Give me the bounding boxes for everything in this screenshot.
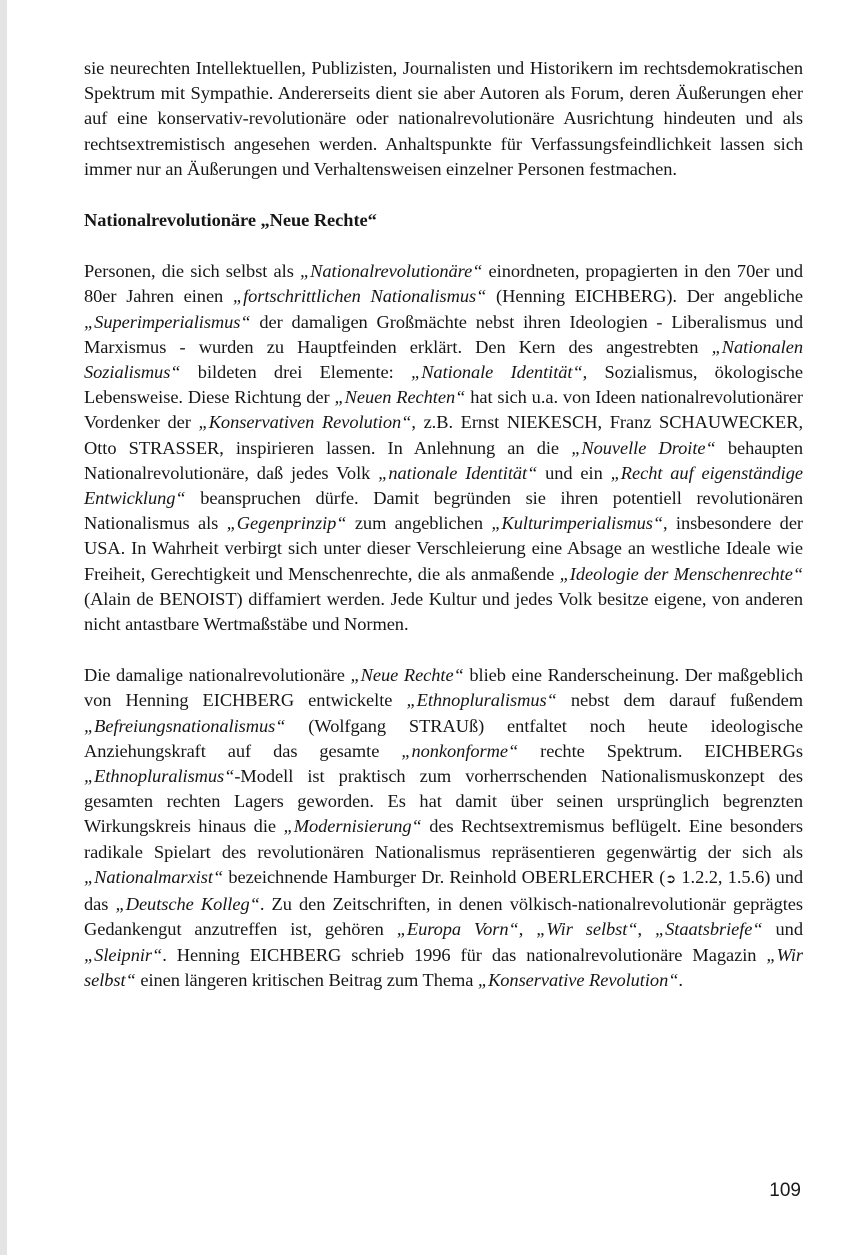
quote-term: „Gegenprinzip“ xyxy=(226,513,347,534)
paragraph-neue-rechte: Die damalige nationalrevolutionäre „Neue Rechte“ blieb eine Randerscheinung. Der maßgeblich von Henning EICHBERG entwickelte „Ethnopluralismus“ nebst dem darauf fußendem „Befreiungsnationalismus“ (Wolfgang STRAUß) entfaltet noch heute ideologische Anziehungskraft auf das gesamte „nonkonforme“ rechte Spektrum. EICHBERGs „Ethnopluralismus“-Modell ist praktisch zum vorherrschenden Nationalismuskonzept des gesamten rechten Lagers geworden. Es hat damit über seinen ursprünglich begrenzten Wirkungskreis hinaus die „Modernisierung“ des Rechtsextremismus beflügelt. Eine besonders radikale Spielart des revolutionären Nationalismus repräsentieren gegenwärtig der sich als „Nationalmarxist“ bezeichnende Hamburger Dr. Reinhold OBERLERCHER (➲ 1.2.2, 1.5.6) und das „Deutsche Kolleg“. Zu den Zeitschriften, in denen völkisch-nationalrevolutionär geprägtes Gedankengut anzutreffen ist, gehören „Europa Vorn“, „Wir selbst“, „Staatsbriefe“ und „Sleipnir“. Henning EICHBERG schrieb 1996 für das nationalrevolutionäre Magazin „Wir selbst“ einen längeren kritischen Beitrag zum Thema „Konservative Revolution“. xyxy=(84,665,804,990)
quote-term: „nationale Identität“ xyxy=(378,462,538,483)
quote-term: „Nationalrevolutionäre“ xyxy=(299,261,483,282)
quote-term: „Wir selbst“ xyxy=(536,919,638,940)
quote-term: „fortschrittlichen Nationalismus“ xyxy=(232,286,487,307)
quote-term: „Ideologie der Menschenrechte“ xyxy=(559,563,804,584)
quote-term: „Ethnopluralismus“ xyxy=(84,766,235,787)
quote-term: „Modernisierung“ xyxy=(283,816,422,837)
quote-term: „Neue Rechte“ xyxy=(350,665,464,686)
quote-term: „Ethnopluralismus“ xyxy=(406,690,557,711)
quote-term: „Wir selbst“ xyxy=(84,944,803,990)
paragraph-nationalrevolutionaere: Personen, die sich selbst als „Nationalrevolutionäre“ einordneten, propagierten in den 70er und 80er Jahren einen „fortschrittlichen Nationalismus“ (Henning EICHBERG). Der angebliche „Superimperialismus“ der damaligen Großmächte nebst ihren Ideologien - Liberalismus und Marxismus - wurden zu Hauptfeinden erklärt. Den Kern des angestrebten „Nationalen Sozialismus“ bildeten drei Elemente: „Nationale Identität“, Sozialismus, ökologische Lebensweise. Diese Richtung der „Neuen Rechten“ hat sich u.a. von Ideen nationalrevolutionärer Vordenker der „Konservativen Revolution“, z.B. Ernst NIEKESCH, Franz SCHAUWECKER, Otto STRASSER, inspirieren lassen. In Anlehnung an die „Nouvelle Droite“ behaupten Nationalrevolutionäre, daß jedes Volk „nationale Identität“ und ein „Recht auf eigenständige Entwicklung“ beanspruchen dürfe. Damit begründen sie ihren potentiell revolutionären Nationalismus als „Gegenprinzip“ zum angeblichen „Kulturimperialismus“, insbesondere der USA. In Wahrheit verbirgt sich unter dieser Verschleierung eine Absage an westliche Ideale wie Freiheit, Gerechtigkeit und Menschenrechte, die als anmaßende „Ideologie der Menschenrechte“ (Alain de BENOIST) diffamiert werden. Jede Kultur und jedes Volk besitze eigene, von anderen nicht antastbare Wertmaßstäbe und Normen. xyxy=(84,261,804,635)
document-page xyxy=(84,56,803,993)
quote-term: „Konservativen Revolution“ xyxy=(198,412,412,433)
quote-term: „Nouvelle Droite“ xyxy=(571,437,716,458)
quote-term: „Nationale Identität“ xyxy=(411,362,583,383)
quote-term: „Kulturimperialismus“ xyxy=(491,513,664,534)
quote-term: „Nationalmarxist“ xyxy=(84,866,224,887)
cross-reference-arrow-icon: ➲ xyxy=(665,871,677,887)
quote-term: „Deutsche Kolleg“ xyxy=(115,894,260,915)
spacer xyxy=(84,233,803,259)
quote-term: „Sleipnir“ xyxy=(84,944,163,965)
page-number: 109 xyxy=(769,1180,801,1201)
quote-term: „Staatsbriefe“ xyxy=(654,919,763,940)
quote-term: „Neuen Rechten“ xyxy=(334,387,466,408)
section-heading: Nationalrevolutionäre „Neue Rechte“ xyxy=(84,210,377,231)
spacer xyxy=(84,182,803,208)
quote-term: „Europa Vorn“ xyxy=(396,919,519,940)
spacer xyxy=(84,637,803,663)
quote-term: „Recht auf eigenständige Entwicklung“ xyxy=(84,462,803,509)
quote-term: „Konservative Revolution“ xyxy=(477,969,679,990)
quote-term: „nonkonforme“ xyxy=(401,740,519,761)
quote-term: „Superimperialismus“ xyxy=(84,311,251,332)
page-edge-shadow xyxy=(0,0,7,1255)
intro-paragraph: sie neurechten Intellektuellen, Publizisten, Journalisten und Historikern im rechtsdemokratischen Spektrum mit Sympathie. Andererseits dient sie aber Autoren als Forum, deren Äußerungen eher auf eine konservativ-revolutionäre oder nationalrevolutionäre Ausrichtung hindeuten und als rechtsextremistisch angesehen werden. Anhaltspunkte für Verfassungsfeindlichkeit lassen sich immer nur an Äußerungen und Verhaltensweisen einzelner Personen festmachen. xyxy=(84,58,803,179)
quote-term: „Befreiungsnationalismus“ xyxy=(84,715,286,736)
quote-term: „Nationalen Sozialismus“ xyxy=(84,336,803,383)
